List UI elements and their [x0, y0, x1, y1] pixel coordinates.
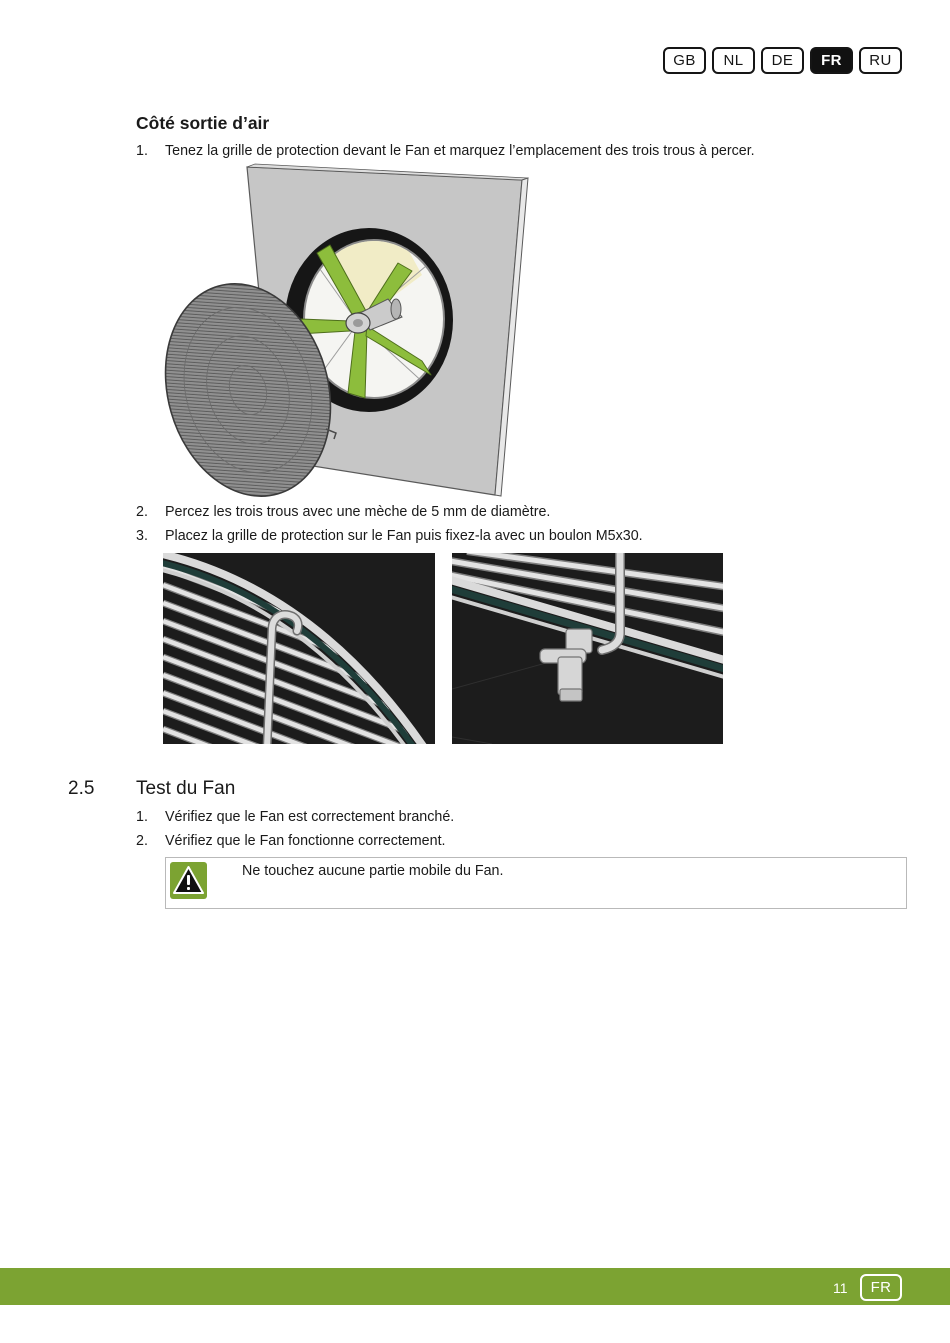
warning-text: Ne touchez aucune partie mobile du Fan. [242, 863, 504, 879]
footer-language-tab: FR [860, 1274, 902, 1301]
step-text: Placez la grille de protection sur le Fan puis fixez-la avec un boulon M5x30. [165, 528, 643, 544]
grille-bolt-closeup [452, 553, 723, 744]
lang-tab-de: DE [761, 47, 804, 74]
lang-tab-ru: RU [859, 47, 902, 74]
fan-grille-illustration [160, 163, 532, 501]
step-number: 3. [136, 528, 148, 544]
warning-box [165, 857, 907, 909]
step-number: 1. [136, 143, 148, 159]
warning-icon [170, 862, 207, 899]
lang-tab-nl: NL [712, 47, 755, 74]
section-number: 2.5 [68, 778, 95, 799]
step-text: Vérifiez que le Fan est correctement branché. [165, 809, 455, 825]
air-outlet-step-3 [136, 527, 643, 545]
step-number: 1. [136, 809, 148, 825]
step-number: 2. [136, 504, 148, 520]
page-number: 11 [833, 1280, 848, 1296]
air-outlet-heading: Côté sortie d’air [136, 113, 270, 133]
fan-test-step-1 [136, 808, 454, 826]
step-text: Tenez la grille de protection devant le Fan et marquez l’emplacement des trois trous à percer. [165, 143, 755, 159]
language-tabs [663, 47, 902, 74]
fan-test-step-2 [136, 832, 446, 850]
footer-band [0, 1268, 950, 1305]
air-outlet-step-1 [136, 142, 755, 160]
section-title: Test du Fan [136, 778, 236, 799]
lang-tab-gb: GB [663, 47, 706, 74]
step-number: 2. [136, 833, 148, 849]
air-outlet-step-2 [136, 503, 550, 521]
lang-tab-fr: FR [810, 47, 853, 74]
grille-hook-closeup [163, 553, 435, 744]
step-text: Vérifiez que le Fan fonctionne correctement. [165, 833, 446, 849]
step-text: Percez les trois trous avec une mèche de 5 mm de diamètre. [165, 504, 551, 520]
